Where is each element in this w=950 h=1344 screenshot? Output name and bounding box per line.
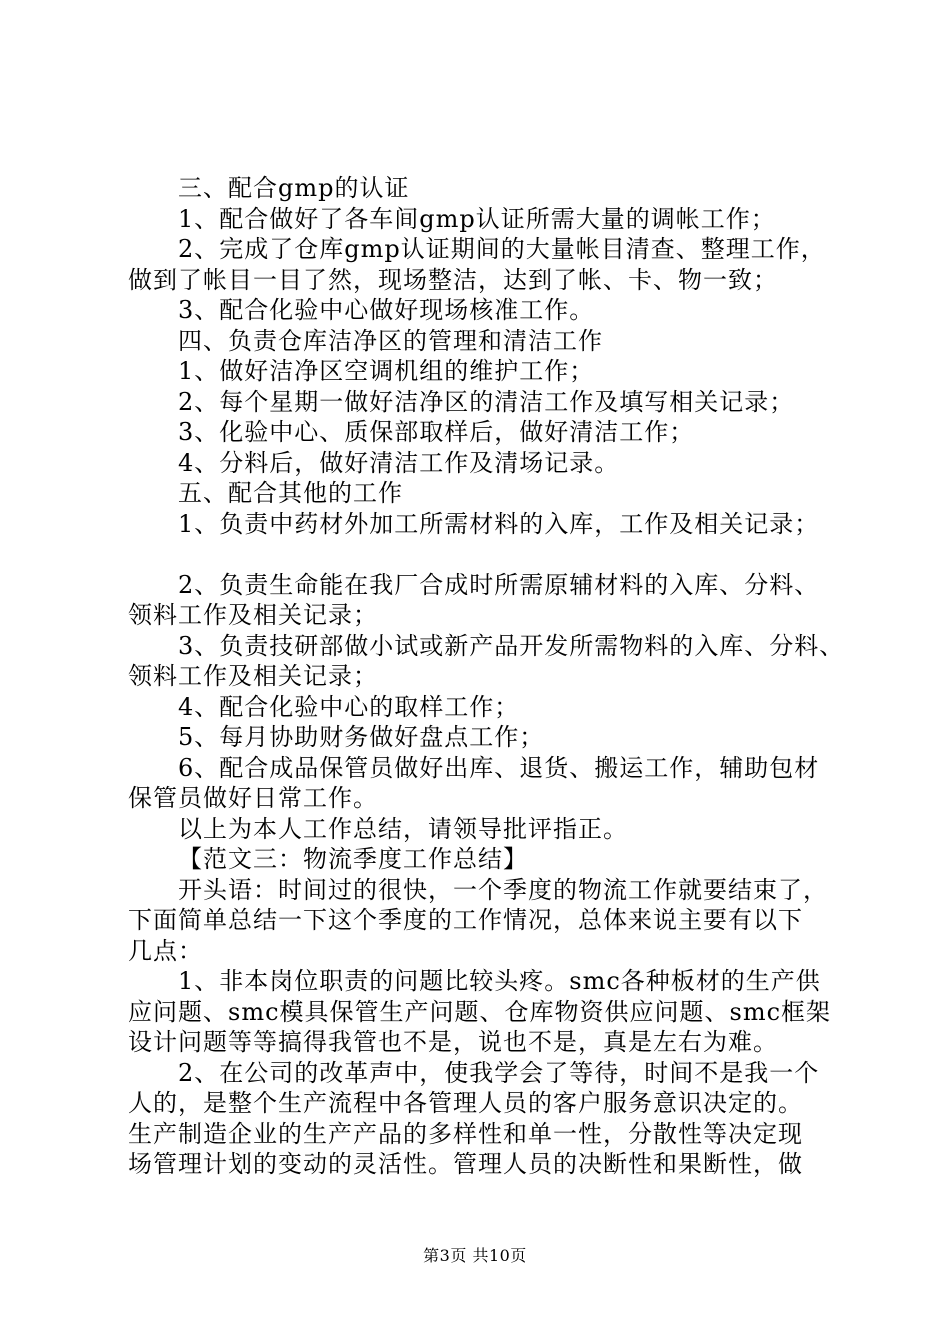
section-heading: 四、负责仓库洁净区的管理和清洁工作: [178, 326, 603, 355]
paragraph-line: 1、配合做好了各车间gmp认证所需大量的调帐工作；: [178, 204, 776, 233]
paragraph-line: 2、负责生命能在我厂合成时所需原辅材料的入库、分料、: [178, 570, 820, 599]
paragraph-line: 以上为本人工作总结，请领导批评指正。: [178, 814, 628, 843]
paragraph-line: 开头语：时间过的很快，一个季度的物流工作就要结束了，: [178, 875, 828, 904]
paragraph-line: 人的，是整个生产流程中各管理人员的客户服务意识决定的。: [128, 1089, 803, 1117]
section-heading: 三、配合gmp的认证: [178, 174, 410, 202]
section-heading: 【范文三：物流季度工作总结】: [178, 845, 528, 873]
paragraph-line: 4、配合化验中心的取样工作；: [178, 692, 520, 721]
paragraph-line: 下面简单总结一下这个季度的工作情况，总体来说主要有以下: [128, 906, 803, 934]
paragraph-line: 做到了帐目一目了然，现场整洁，达到了帐、卡、物一致；: [128, 265, 778, 294]
paragraph-line: 4、分料后，做好清洁工作及清场记录。: [178, 448, 620, 477]
paragraph-line: 保管员做好日常工作。: [128, 784, 378, 812]
paragraph-line: 应问题、smc模具保管生产问题、仓库物资供应问题、smc框架: [128, 997, 832, 1026]
paragraph-line: 生产制造企业的生产产品的多样性和单一性，分散性等决定现: [128, 1119, 803, 1148]
paragraph-line: 6、配合成品保管员做好出库、退货、搬运工作，辅助包材: [178, 753, 820, 782]
paragraph-line: 5、每月协助财务做好盘点工作；: [178, 723, 545, 751]
blank-line: [128, 539, 838, 570]
paragraph-line: 3、配合化验中心做好现场核准工作。: [178, 296, 595, 324]
paragraph-line: 3、化验中心、质保部取样后，做好清洁工作；: [178, 418, 695, 446]
paragraph-line: 2、完成了仓库gmp认证期间的大量帐目清查、整理工作，: [178, 235, 826, 263]
paragraph-line: 2、每个星期一做好洁净区的清洁工作及填写相关记录；: [178, 387, 795, 416]
paragraph-line: 1、负责中药材外加工所需材料的入库，工作及相关记录；: [178, 509, 820, 538]
document-body: [128, 173, 845, 1180]
paragraph-line: 2、在公司的改革声中，使我学会了等待，时间不是我一个: [178, 1058, 820, 1087]
paragraph-line: 领料工作及相关记录；: [128, 601, 378, 629]
paragraph-line: 3、负责技研部做小试或新产品开发所需物料的入库、分料、: [178, 631, 845, 660]
paragraph-line: 1、非本岗位职责的问题比较头疼。smc各种板材的生产供: [178, 967, 821, 995]
section-heading: 五、配合其他的工作: [178, 479, 403, 507]
paragraph-line: 设计问题等等搞得我管也不是，说也不是，真是左右为难。: [128, 1028, 778, 1056]
paragraph-line: 场管理计划的变动的灵活性。管理人员的决断性和果断性，做: [128, 1150, 803, 1178]
page-number: 第3页 共10页: [423, 1246, 527, 1265]
paragraph-line: 1、做好洁净区空调机组的维护工作；: [178, 357, 595, 385]
paragraph-line: 领料工作及相关记录；: [128, 662, 378, 690]
paragraph-line: 几点：: [128, 936, 203, 965]
page-footer: [0, 1243, 950, 1266]
